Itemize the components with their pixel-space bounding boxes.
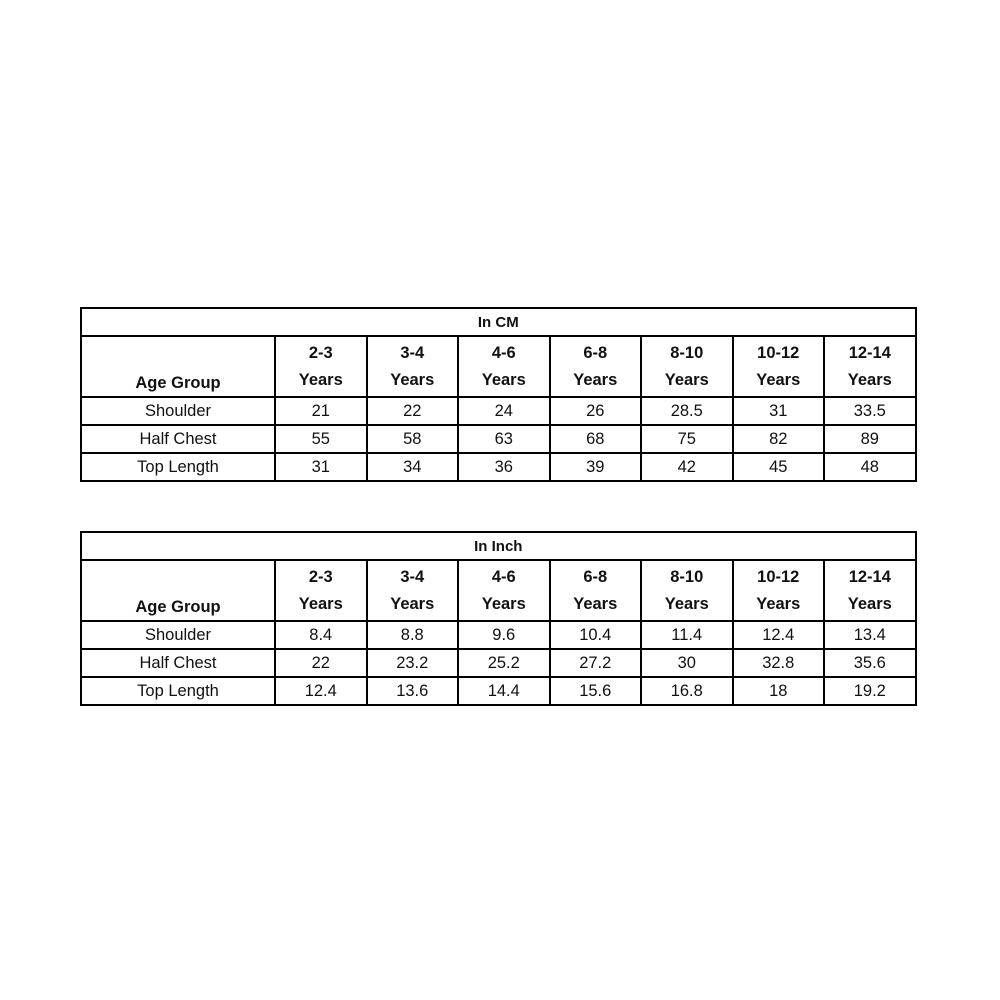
row-label: Shoulder (81, 621, 275, 649)
column-header (367, 560, 459, 621)
table-cell: 36 (458, 453, 550, 481)
row-label: Top Length (81, 677, 275, 705)
table-cell: 21 (275, 397, 367, 425)
column-range: 3-4 (400, 343, 425, 362)
column-unit: Years (298, 594, 343, 613)
table-row-half-chest (81, 425, 916, 453)
table-cell: 16.8 (641, 677, 733, 705)
column-range: 4-6 (491, 343, 516, 362)
column-header (824, 336, 916, 397)
column-range: 6-8 (583, 567, 608, 586)
column-unit: Years (847, 370, 892, 389)
table-cell: 12.4 (275, 677, 367, 705)
table-cell: 82 (733, 425, 825, 453)
table-title: In Inch (81, 532, 916, 560)
column-header (824, 560, 916, 621)
column-unit: Years (390, 594, 435, 613)
table-cell: 58 (367, 425, 459, 453)
table-header-row (81, 560, 916, 621)
table-cell: 12.4 (733, 621, 825, 649)
table-cell: 13.6 (367, 677, 459, 705)
table-cell: 10.4 (550, 621, 642, 649)
table-cell: 33.5 (824, 397, 916, 425)
row-label: Half Chest (81, 425, 275, 453)
table-cell: 8.4 (275, 621, 367, 649)
column-range: 12-14 (848, 567, 891, 586)
column-unit: Years (481, 594, 526, 613)
row-label: Top Length (81, 453, 275, 481)
size-table-inch (80, 531, 917, 706)
column-range: 3-4 (400, 567, 425, 586)
table-cell: 42 (641, 453, 733, 481)
table-cell: 23.2 (367, 649, 459, 677)
table-cell: 11.4 (641, 621, 733, 649)
column-range: 12-14 (848, 343, 891, 362)
table-cell: 28.5 (641, 397, 733, 425)
table-cell: 9.6 (458, 621, 550, 649)
column-header (458, 336, 550, 397)
column-range: 8-10 (670, 567, 704, 586)
table-cell: 19.2 (824, 677, 916, 705)
column-header (733, 336, 825, 397)
table-cell: 89 (824, 425, 916, 453)
table-cell: 48 (824, 453, 916, 481)
table-cell: 63 (458, 425, 550, 453)
table-cell: 75 (641, 425, 733, 453)
table-cell: 8.8 (367, 621, 459, 649)
column-unit: Years (664, 594, 709, 613)
table-row-top-length (81, 677, 916, 705)
column-unit: Years (481, 370, 526, 389)
table-cell: 55 (275, 425, 367, 453)
table-row-top-length (81, 453, 916, 481)
table-cell: 25.2 (458, 649, 550, 677)
table-title: In CM (81, 308, 916, 336)
column-range: 2-3 (308, 567, 333, 586)
column-unit: Years (664, 370, 709, 389)
table-row-shoulder (81, 397, 916, 425)
table-cell: 68 (550, 425, 642, 453)
column-range: 10-12 (757, 343, 800, 362)
column-header (275, 560, 367, 621)
table-cell: 13.4 (824, 621, 916, 649)
table-header-row (81, 336, 916, 397)
column-range: 10-12 (757, 567, 800, 586)
table-cell: 14.4 (458, 677, 550, 705)
table-cell: 35.6 (824, 649, 916, 677)
table-cell: 39 (550, 453, 642, 481)
column-unit: Years (390, 370, 435, 389)
table-cell: 26 (550, 397, 642, 425)
table-cell: 22 (367, 397, 459, 425)
table-cell: 45 (733, 453, 825, 481)
column-unit: Years (573, 370, 618, 389)
table-cell: 22 (275, 649, 367, 677)
age-group-header: Age Group (81, 560, 275, 621)
column-range: 2-3 (308, 343, 333, 362)
column-unit: Years (756, 370, 801, 389)
column-unit: Years (573, 594, 618, 613)
table-cell: 18 (733, 677, 825, 705)
table-title-row (81, 532, 916, 560)
row-label: Shoulder (81, 397, 275, 425)
column-range: 8-10 (670, 343, 704, 362)
column-header (550, 336, 642, 397)
table-cell: 30 (641, 649, 733, 677)
table-row-half-chest (81, 649, 916, 677)
column-header (733, 560, 825, 621)
table-cell: 32.8 (733, 649, 825, 677)
table-cell: 31 (275, 453, 367, 481)
table-row-shoulder (81, 621, 916, 649)
column-header (641, 560, 733, 621)
table-cell: 34 (367, 453, 459, 481)
column-header (275, 336, 367, 397)
column-range: 6-8 (583, 343, 608, 362)
table-cell: 15.6 (550, 677, 642, 705)
column-header (641, 336, 733, 397)
age-group-header: Age Group (81, 336, 275, 397)
table-title-row (81, 308, 916, 336)
column-header (550, 560, 642, 621)
column-header (458, 560, 550, 621)
column-range: 4-6 (491, 567, 516, 586)
size-table-cm (80, 307, 917, 482)
column-unit: Years (298, 370, 343, 389)
table-cell: 27.2 (550, 649, 642, 677)
row-label: Half Chest (81, 649, 275, 677)
table-cell: 31 (733, 397, 825, 425)
table-cell: 24 (458, 397, 550, 425)
column-unit: Years (756, 594, 801, 613)
column-header (367, 336, 459, 397)
column-unit: Years (847, 594, 892, 613)
